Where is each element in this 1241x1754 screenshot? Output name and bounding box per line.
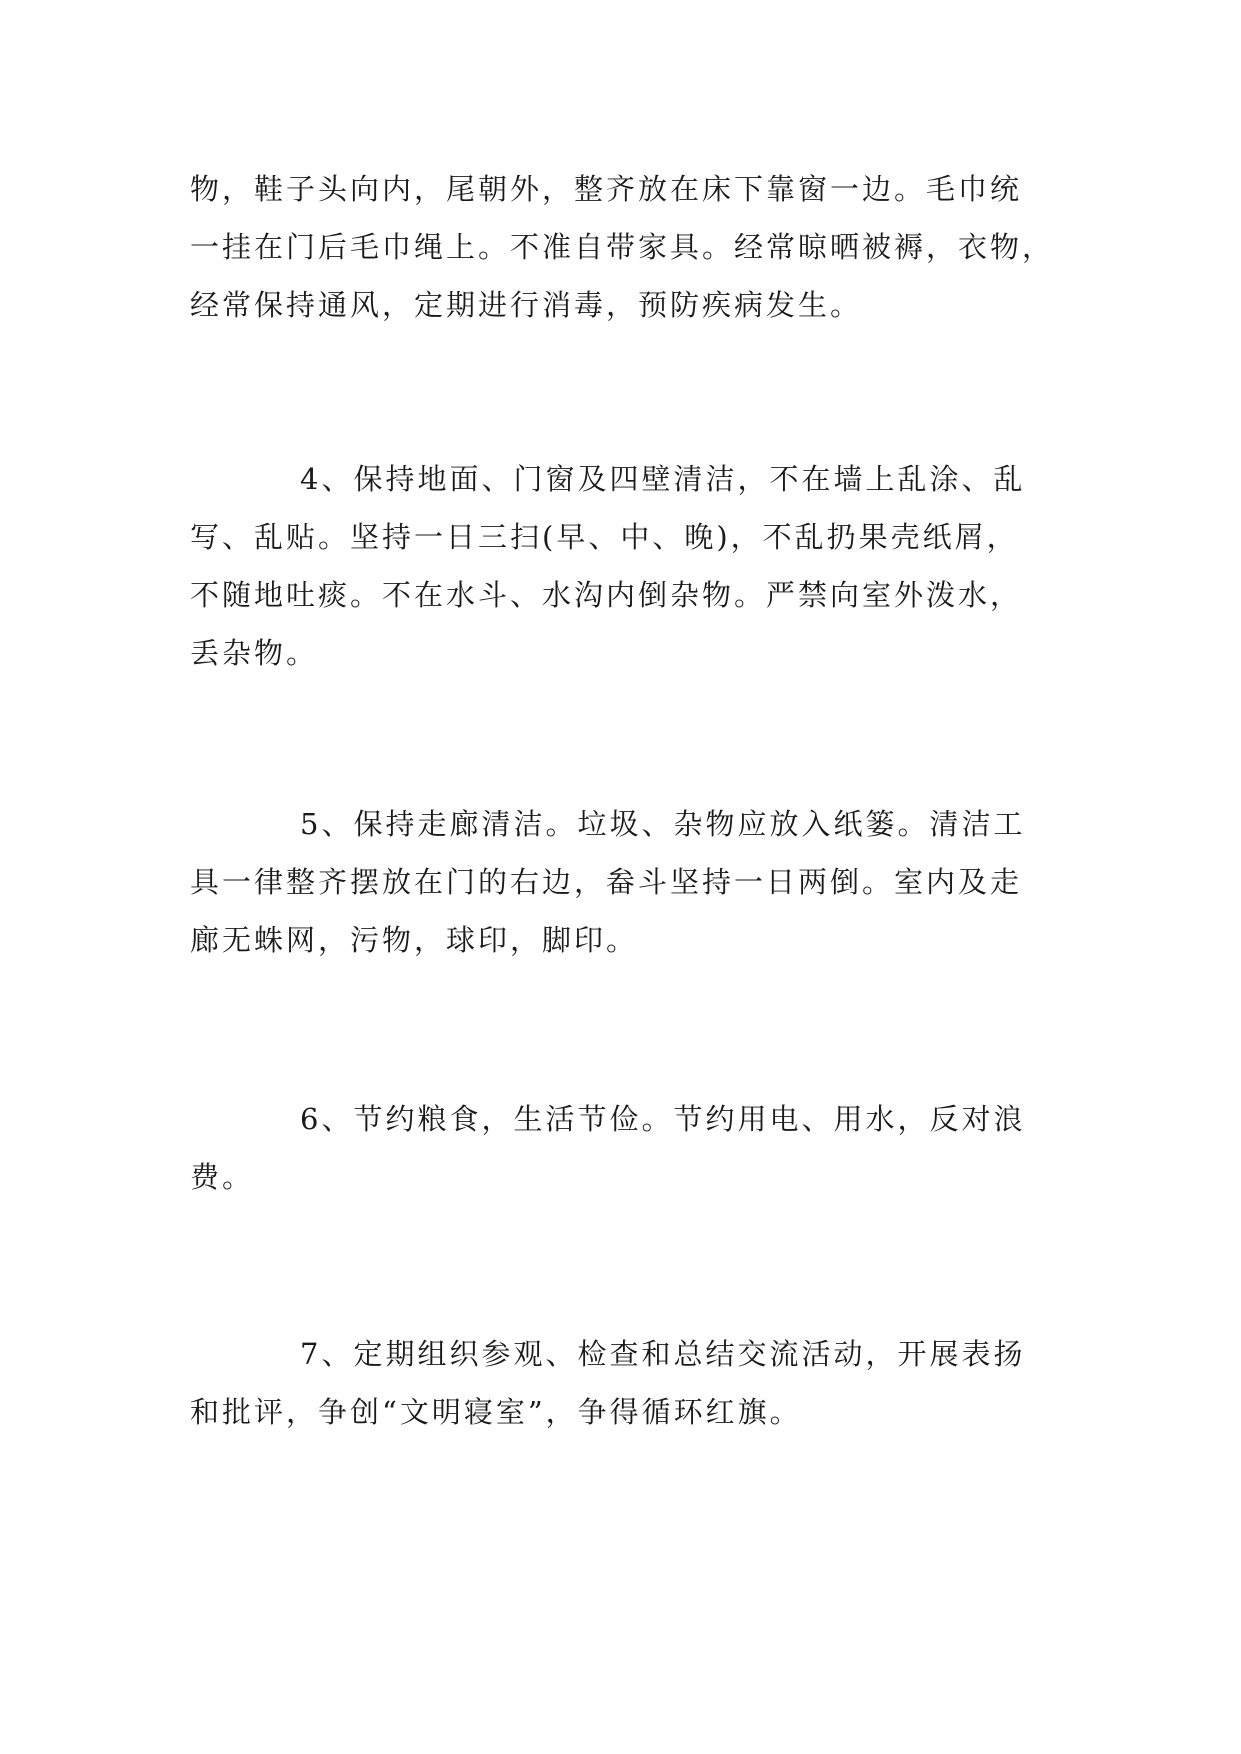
paragraph-line: 不随地吐痰。不在水斗、水沟内倒杂物。严禁向室外泼水， — [190, 578, 1023, 612]
paragraph-line: 费。 — [190, 1160, 255, 1194]
paragraph-line: 廊无蛛网，污物，球印，脚印。 — [190, 923, 639, 957]
paragraph-line: 一挂在门后毛巾绳上。不准自带家具。经常晾晒被褥，衣物， — [190, 230, 1055, 264]
paragraph-rule-6 — [190, 1090, 1050, 1206]
paragraph-rule-7 — [190, 1325, 1050, 1441]
paragraph-dorm-items-continued — [190, 160, 1055, 334]
paragraph-line: 丢杂物。 — [190, 636, 319, 670]
paragraph-line: 7、定期组织参观、检查和总结交流活动，开展表扬 — [300, 1337, 1026, 1371]
paragraph-line: 5、保持走廊清洁。垃圾、杂物应放入纸篓。清洁工 — [300, 807, 1026, 841]
paragraph-line: 6、节约粮食，生活节俭。节约用电、用水，反对浪 — [300, 1102, 1026, 1136]
paragraph-line: 具一律整齐摆放在门的右边，畚斗坚持一日两倒。室内及走 — [190, 865, 1023, 899]
paragraph-rule-5 — [190, 795, 1050, 969]
paragraph-line: 物，鞋子头向内，尾朝外，整齐放在床下靠窗一边。毛巾统 — [190, 172, 1023, 206]
paragraph-rule-4 — [190, 450, 1050, 682]
paragraph-line: 写、乱贴。坚持一日三扫(早、中、晚)，不乱扔果壳纸屑， — [190, 520, 1019, 554]
paragraph-line: 和批评，争创“文明寝室”，争得循环红旗。 — [190, 1395, 802, 1429]
paragraph-line: 4、保持地面、门窗及四壁清洁，不在墙上乱涂、乱 — [300, 462, 1026, 496]
paragraph-line: 经常保持通风，定期进行消毒，预防疾病发生。 — [190, 288, 863, 322]
